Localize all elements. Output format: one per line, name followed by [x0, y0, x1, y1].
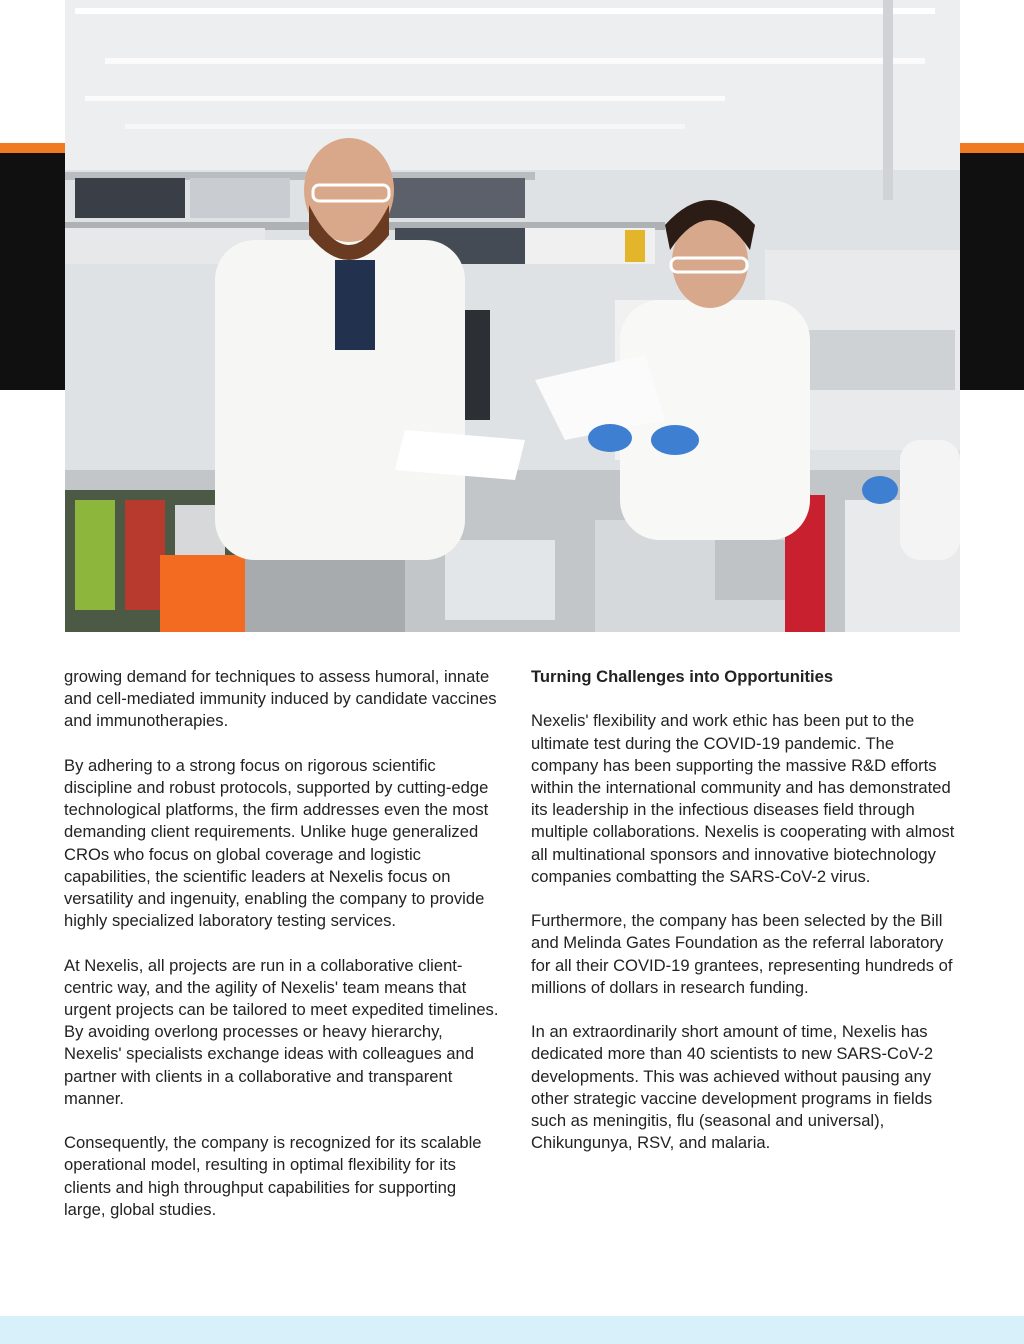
right-paragraph-3: In an extraordinarily short amount of time, Nexelis has dedicated more than 40 scientists to new SARS-CoV-2 developments. This was achieved without pausing any other strategic vaccine development programs in fields such as meningitis, flu (seasonal and universal), Chikungunya, RSV, and malaria. — [531, 1022, 934, 1153]
left-paragraph-4: Consequently, the company is recognized for its scalable operational model, resulting in optimal flexibility for its clients and high throughput capabilities for supporting large, global studies. — [64, 1133, 482, 1219]
article-left-column — [64, 666, 500, 1243]
footer-bar — [0, 1316, 1024, 1344]
right-paragraph-2: Furthermore, the company has been selected by the Bill and Melinda Gates Foundation as the referral laboratory for all their COVID-19 grantees, representing hundreds of millions of dollars in research funding. — [531, 911, 953, 997]
right-paragraph-1: Nexelis' flexibility and work ethic has been put to the ultimate test during the COVID-19 pandemic. The company has been supporting the massive R&D efforts within the international community and has demonstrated its leadership in the infectious diseases field through multiple collaborations. Nexelis is cooperating with almost all multinational sponsors and innovative biotechnology companies combatting the SARS-CoV-2 virus. — [531, 711, 955, 886]
article-right-column — [531, 666, 963, 1177]
section-heading: Turning Challenges into Opportunities — [531, 667, 834, 686]
left-paragraph-2: By adhering to a strong focus on rigorous scientific discipline and robust protocols, supported by cutting-edge technological platforms, the firm addresses even the most demanding client requirements. Unlike huge generalized CROs who focus on global coverage and logistic capabilities, the scientific leaders at Nexelis focus on versatility and ingenuity, enabling the company to provide highly specialized laboratory testing services. — [64, 755, 489, 931]
left-paragraph-3: At Nexelis, all projects are run in a collaborative client-centric way, and the agility of Nexelis' team means that urgent projects can be tailored to meet expedited timelines. By avoiding overlong processes or heavy hierarchy, Nexelis' specialists exchange ideas with colleagues and partner with clients in a collaborative and transparent manner. — [64, 955, 499, 1108]
laboratory-photo — [65, 0, 960, 632]
right-decorative-band — [959, 143, 1024, 390]
left-decorative-band — [0, 143, 65, 390]
left-paragraph-1: growing demand for techniques to assess humoral, innate and cell-mediated immunity induced by candidate vaccines and immunotherapies. — [64, 667, 497, 731]
